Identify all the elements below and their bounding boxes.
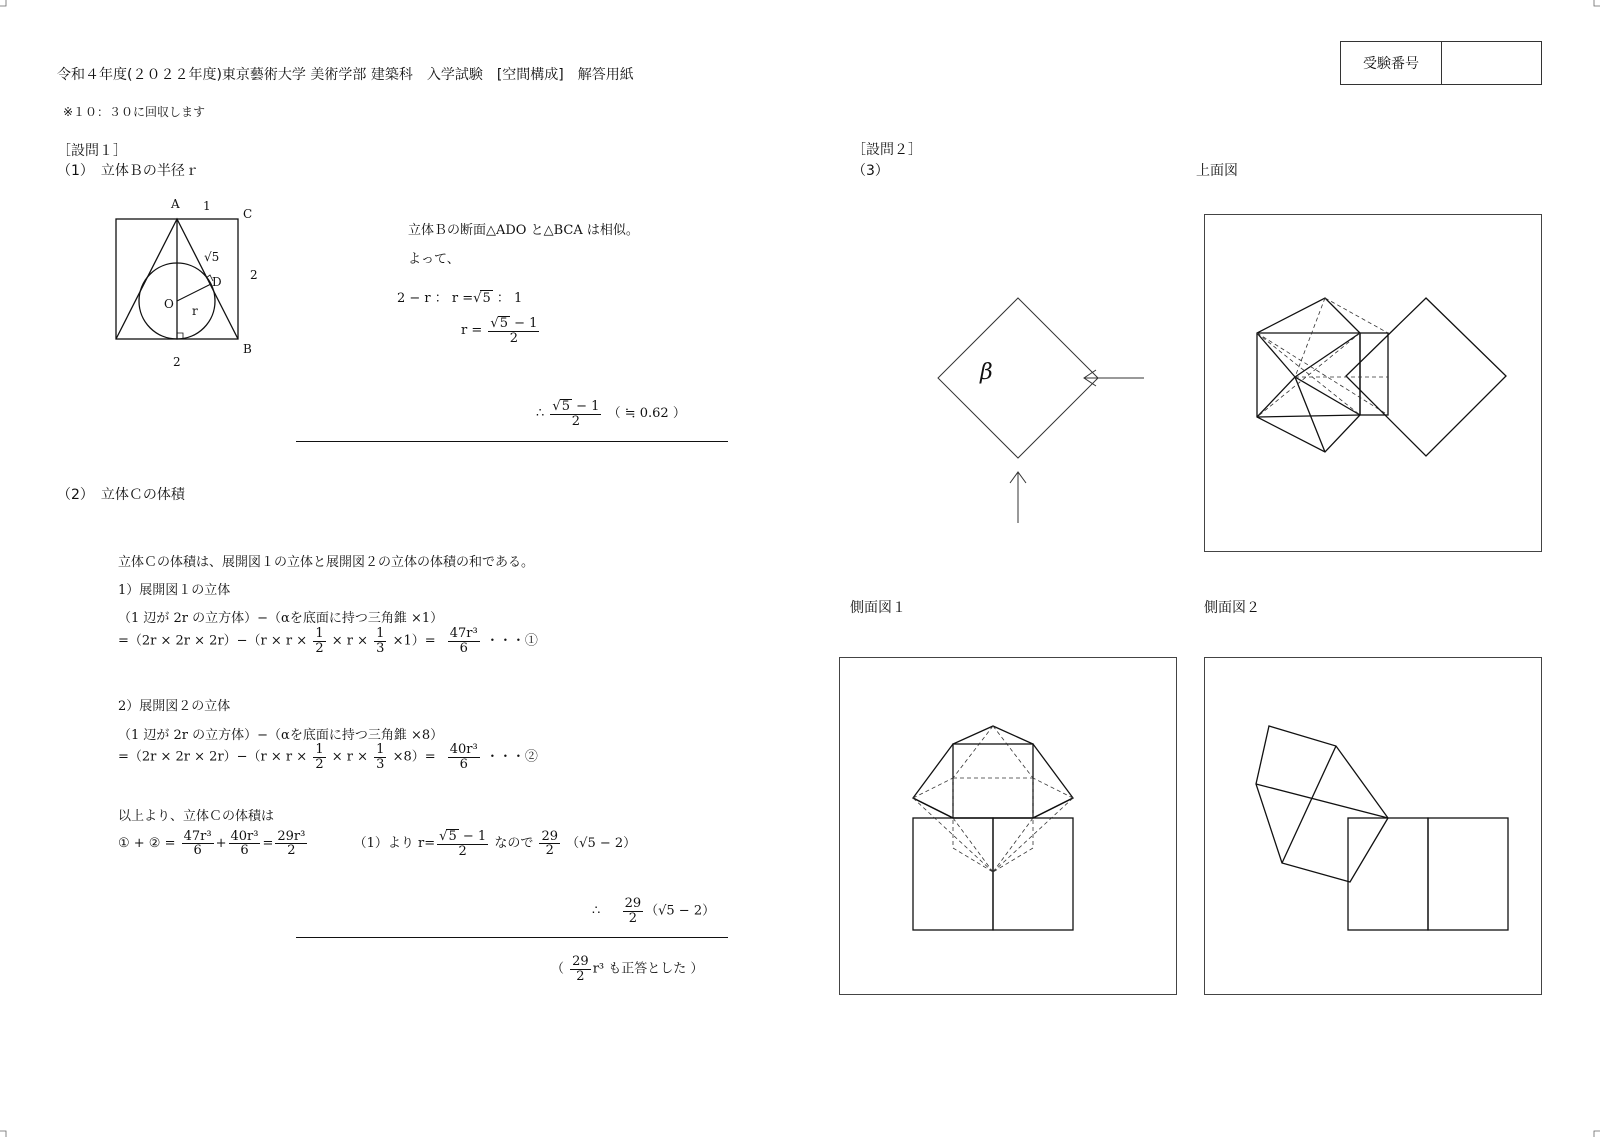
step2-description: （1 辺が 2r の立方体）−（αを底面に持つ三角錐 ×8）: [118, 728, 444, 743]
part1-label: （1） 立体Ｂの半径ｒ: [57, 163, 199, 179]
sum-frac1-den: 6: [193, 843, 202, 859]
side-view1-label: 側面図１: [850, 600, 906, 616]
sum-a: ① + ② =: [118, 836, 176, 852]
r-eq-left: r =: [461, 323, 483, 339]
sum-frac3-num: 29r³: [277, 828, 306, 844]
part2-answer-den: 2: [628, 910, 637, 926]
exam-title: 令和４年度(２０２２年度)東京藝術大学 美術学部 建築科 入学試験 [空間構成] 解答用紙: [57, 67, 634, 83]
top-view-label: 上面図: [1196, 163, 1238, 179]
sum-equation: ① + ② = $\frac{\text{47r³}}{6}$ + $\frac{\text{40r³}}{6}$ = $\frac{\text{29r³}}{2}$ （1）より r= $\frac{√5 - 1}{2}$ なので $\frac{29}{2}$ （√5 − 2）: [118, 828, 637, 859]
sum-frac1-num: 47r³: [183, 828, 212, 844]
sum-frac4-den: 2: [545, 843, 554, 859]
sum-r-den: 2: [458, 843, 467, 859]
step1-result-num: 47r³: [449, 626, 478, 641]
question2-heading: ［設問２］: [852, 142, 922, 158]
r-eq-tail: − 1: [509, 316, 538, 331]
step1-description: （1 辺が 2r の立方体）−（αを底面に持つ三角錐 ×1）: [118, 611, 444, 626]
sum-frac2-den: 6: [240, 843, 249, 859]
alt-open: （: [551, 961, 565, 977]
part1-answer: ∴ $\frac{√5 - 1}{2}$ （ ≒ 0.62 ）: [536, 399, 686, 429]
collection-note: ※１０：３０に回収します: [63, 105, 206, 119]
alt-num: 29: [572, 954, 589, 969]
alt-text: r³ も正答とした ）: [592, 961, 704, 977]
ratio-right: ： 1: [496, 291, 523, 306]
step2-frac1-den: 2: [315, 756, 324, 772]
step2-result-num: 40r³: [449, 742, 478, 757]
sum-c: なので: [494, 836, 534, 852]
step1-frac1-den: 2: [315, 640, 324, 656]
fig-label-top-length: 1: [203, 199, 211, 213]
step1-eq-a: =（2r × 2r × 2r）−（r × r ×: [118, 633, 308, 649]
sum-frac2-num: 40r³: [230, 828, 259, 844]
fig-label-right-length: 2: [250, 268, 258, 282]
step2-eq-b: × r ×: [331, 749, 368, 765]
part3-label: （3）: [852, 163, 889, 179]
step2-title: 2）展開図２の立体: [118, 699, 231, 714]
step2-eq-a: =（2r × 2r × 2r）−（r × r ×: [118, 749, 308, 765]
sum-plus: +: [215, 836, 227, 852]
step2-eq-c: ×8）=: [392, 749, 436, 765]
step2-marker: ・・・②: [485, 749, 538, 765]
part1-answer-den: 2: [571, 413, 581, 429]
fig-label-hyp: √5: [204, 250, 220, 264]
fig-label-bottom-length: 2: [173, 355, 181, 369]
sum-eq: =: [262, 836, 274, 852]
part2-label: （2） 立体Ｃの体積: [57, 487, 185, 503]
part2-answer-num: 29: [624, 896, 642, 911]
part1-answer-sqrt: 5: [561, 399, 570, 414]
sum-d: （√5 − 2）: [566, 836, 637, 852]
sum-title: 以上より、立体Ｃの体積は: [118, 809, 275, 824]
step1-frac2-den: 3: [376, 640, 385, 656]
step2-result-den: 6: [459, 756, 468, 772]
step2-frac1-num: 1: [315, 742, 324, 757]
part2-answer-tail: （√5 − 2）: [645, 903, 716, 919]
beta-label: β: [980, 360, 993, 385]
volume-intro: 立体Ｃの体積は、展開図１の立体と展開図２の立体の体積の和である。: [118, 555, 535, 570]
step1-frac2-num: 1: [376, 626, 385, 641]
fig-label-b: B: [243, 342, 252, 356]
step1-title: 1）展開図１の立体: [118, 583, 231, 598]
sum-b: （1）より r=: [353, 836, 436, 852]
sum-frac3-den: 2: [287, 843, 296, 859]
r-eq-den: 2: [509, 330, 519, 346]
step1-eq-b: × r ×: [331, 633, 368, 649]
step1-result-den: 6: [459, 640, 468, 656]
alt-den: 2: [576, 968, 585, 984]
ratio-left: 2 − r ： r =: [397, 291, 474, 306]
similarity-statement: 立体Ｂの断面△ADO と△BCA は相似。: [408, 223, 639, 238]
step1-marker: ・・・①: [485, 633, 538, 649]
step2-frac2-den: 3: [376, 756, 385, 772]
ratio-sqrt: 5: [482, 291, 491, 306]
sum-r-tail: − 1: [458, 829, 487, 844]
part2-answer-prefix: ∴: [592, 903, 601, 919]
r-equation: r = $\frac{√5 - 1}{2}$: [461, 316, 538, 346]
fig-label-c: C: [243, 207, 253, 221]
ratio-equation: 2 − r ： r =√5 ： 1: [397, 291, 523, 306]
r-eq-sqrt: 5: [499, 316, 508, 331]
therefore-text: よって、: [408, 252, 460, 267]
fig-label-o: O: [164, 297, 174, 311]
part1-answer-approx: （ ≒ 0.62 ）: [607, 406, 686, 422]
exam-number-label: 受験番号: [1341, 42, 1442, 84]
fig-label-a: A: [171, 197, 180, 211]
sum-r-sqrt: 5: [448, 829, 457, 844]
step2-frac2-num: 1: [376, 742, 385, 757]
question1-heading: ［設問１］: [57, 143, 127, 159]
part1-answer-prefix: ∴: [536, 406, 545, 422]
step1-frac1-num: 1: [315, 626, 324, 641]
sum-frac4-num: 29: [541, 828, 559, 844]
fig-label-d: D: [212, 275, 222, 289]
part1-answer-tail: − 1: [572, 399, 600, 414]
step1-eq-c: ×1）=: [392, 633, 436, 649]
side-view2-label: 側面図２: [1204, 600, 1260, 616]
fig-label-r: r: [192, 304, 198, 318]
